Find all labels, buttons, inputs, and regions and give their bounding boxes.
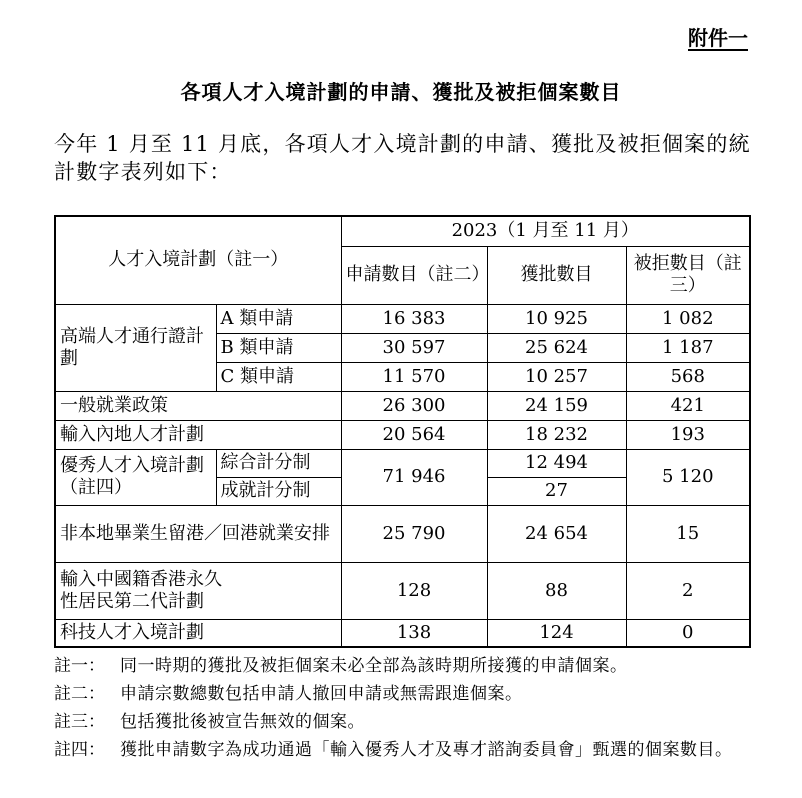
qmas-refused: 5 120	[626, 449, 750, 505]
approved-column-header: 獲批數目	[487, 246, 626, 304]
footnote-1	[54, 652, 754, 680]
tts-b-applications: 30 597	[341, 333, 487, 362]
tts-b-refused: 1 187	[626, 333, 750, 362]
gep-refused: 421	[626, 391, 750, 420]
techtas-applications: 138	[341, 619, 487, 647]
qmas-general-points: 綜合計分制	[216, 449, 341, 477]
footnote-text: 包括獲批後被宣告無效的個案。	[120, 712, 365, 732]
table-row	[55, 505, 750, 562]
tts-a-refused: 1 082	[626, 304, 750, 333]
irnga-scheme-name: 非本地畢業生留港／回港就業安排	[55, 505, 341, 562]
applications-column-header: 申請數目（註二）	[341, 246, 487, 304]
footnote-3	[54, 708, 754, 736]
gep-scheme-name: 一般就業政策	[55, 391, 341, 420]
tts-a-applications: 16 383	[341, 304, 487, 333]
irnga-approved: 24 654	[487, 505, 626, 562]
tts-scheme-name: 高端人才通行證計劃	[55, 304, 216, 391]
annex-label: 附件一	[688, 26, 748, 50]
table-row	[55, 304, 750, 333]
techtas-approved: 124	[487, 619, 626, 647]
footnote-tag: 註四：	[54, 740, 105, 760]
tts-a-approved: 10 925	[487, 304, 626, 333]
asmtp-refused: 193	[626, 420, 750, 449]
statistics-table	[54, 215, 751, 648]
scheme-column-header: 人才入境計劃（註一）	[55, 216, 341, 304]
irnga-applications: 25 790	[341, 505, 487, 562]
qmas-scheme-name: 優秀人才入境計劃（註四）	[55, 449, 216, 505]
asmtp-applications: 20 564	[341, 420, 487, 449]
tts-category-b: B 類申請	[216, 333, 341, 362]
tts-c-approved: 10 257	[487, 362, 626, 391]
tts-c-applications: 11 570	[341, 362, 487, 391]
table-row	[55, 449, 750, 477]
qmas-general-approved: 12 494	[487, 449, 626, 477]
qmas-achievement-points: 成就計分制	[216, 477, 341, 505]
refused-column-header: 被拒數目（註三）	[626, 246, 750, 304]
table-header-row	[55, 216, 750, 246]
ssgp-refused: 2	[626, 562, 750, 619]
asmtp-scheme-name: 輸入內地人才計劃	[55, 420, 341, 449]
techtas-refused: 0	[626, 619, 750, 647]
period-header: 2023（1 月至 11 月）	[341, 216, 750, 246]
footnote-2	[54, 680, 754, 708]
footnote-tag: 註三：	[54, 712, 105, 732]
ssgp-applications: 128	[341, 562, 487, 619]
footnote-4	[54, 736, 754, 764]
asmtp-approved: 18 232	[487, 420, 626, 449]
footnotes	[54, 652, 754, 764]
footnote-tag: 註二：	[54, 684, 105, 704]
footnote-text: 同一時期的獲批及被拒個案未必全部為該時期所接獲的申請個案。	[120, 656, 628, 676]
irnga-refused: 15	[626, 505, 750, 562]
gep-applications: 26 300	[341, 391, 487, 420]
footnote-text: 獲批申請數字為成功通過「輸入優秀人才及專才諮詢委員會」甄選的個案數目。	[120, 740, 733, 760]
ssgp-scheme-name: 輸入中國籍香港永久性居民第二代計劃	[55, 562, 341, 619]
table-row	[55, 420, 750, 449]
techtas-scheme-name: 科技人才入境計劃	[55, 619, 341, 647]
tts-category-c: C 類申請	[216, 362, 341, 391]
footnote-tag: 註一：	[54, 656, 105, 676]
tts-b-approved: 25 624	[487, 333, 626, 362]
table-row	[55, 391, 750, 420]
table-row	[55, 562, 750, 619]
qmas-applications: 71 946	[341, 449, 487, 505]
qmas-achievement-approved: 27	[487, 477, 626, 505]
footnote-text: 申請宗數總數包括申請人撤回申請或無需跟進個案。	[120, 684, 523, 704]
intro-paragraph: 今年 1 月至 11 月底，各項人才入境計劃的申請、獲批及被拒個案的統計數字表列如下：	[54, 132, 751, 184]
ssgp-approved: 88	[487, 562, 626, 619]
tts-category-a: A 類申請	[216, 304, 341, 333]
table-row	[55, 619, 750, 647]
gep-approved: 24 159	[487, 391, 626, 420]
document-title: 各項人才入境計劃的申請、獲批及被拒個案數目	[180, 80, 622, 104]
tts-c-refused: 568	[626, 362, 750, 391]
